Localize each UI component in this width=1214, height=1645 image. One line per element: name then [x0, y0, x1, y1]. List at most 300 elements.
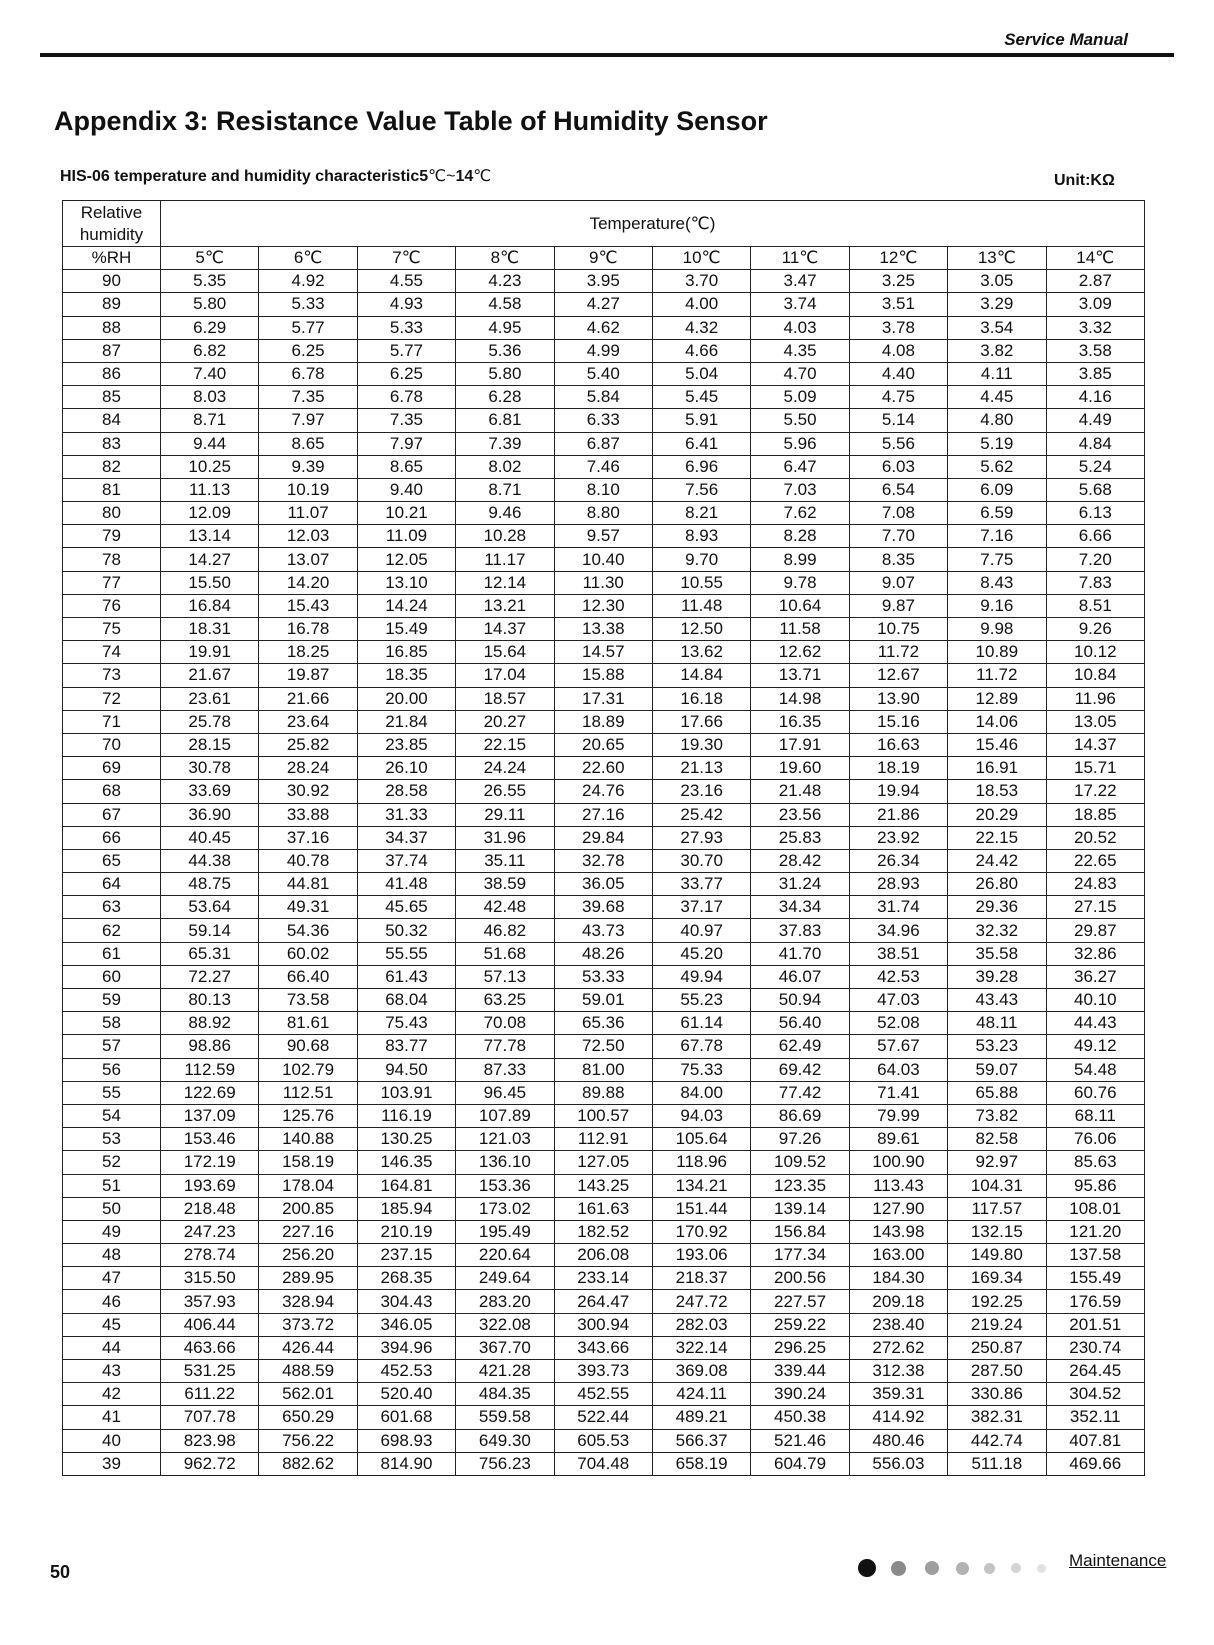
- rh-cell: 76: [63, 594, 161, 617]
- resistance-cell: 18.25: [259, 641, 357, 664]
- resistance-cell: 322.14: [652, 1336, 750, 1359]
- table-row: [63, 1197, 1145, 1220]
- resistance-cell: 81.61: [259, 1012, 357, 1035]
- resistance-cell: 346.05: [357, 1313, 455, 1336]
- resistance-cell: 25.42: [652, 803, 750, 826]
- resistance-cell: 48.11: [948, 1012, 1046, 1035]
- resistance-cell: 233.14: [554, 1267, 652, 1290]
- table-row: [63, 896, 1145, 919]
- resistance-cell: 34.96: [849, 919, 947, 942]
- resistance-cell: 4.16: [1046, 386, 1144, 409]
- resistance-cell: 14.84: [652, 664, 750, 687]
- table-row: [63, 1452, 1145, 1475]
- rh-cell: 50: [63, 1197, 161, 1220]
- resistance-cell: 151.44: [652, 1197, 750, 1220]
- table-row: [63, 687, 1145, 710]
- table-row: [63, 1290, 1145, 1313]
- resistance-cell: 21.86: [849, 803, 947, 826]
- resistance-cell: 29.36: [948, 896, 1046, 919]
- rh-cell: 40: [63, 1429, 161, 1452]
- resistance-cell: 10.75: [849, 618, 947, 641]
- resistance-cell: 3.95: [554, 270, 652, 293]
- resistance-cell: 73.82: [948, 1104, 1046, 1127]
- resistance-cell: 328.94: [259, 1290, 357, 1313]
- resistance-cell: 19.91: [161, 641, 259, 664]
- resistance-cell: 61.14: [652, 1012, 750, 1035]
- resistance-cell: 3.51: [849, 293, 947, 316]
- resistance-cell: 27.16: [554, 803, 652, 826]
- resistance-cell: 521.46: [751, 1429, 849, 1452]
- resistance-cell: 54.36: [259, 919, 357, 942]
- table-row: [63, 849, 1145, 872]
- resistance-cell: 484.35: [456, 1383, 554, 1406]
- rh-unit-header: %RH: [63, 247, 161, 270]
- resistance-cell: 6.54: [849, 478, 947, 501]
- resistance-cell: 5.14: [849, 409, 947, 432]
- resistance-cell: 113.43: [849, 1174, 947, 1197]
- resistance-cell: 452.55: [554, 1383, 652, 1406]
- rh-cell: 81: [63, 478, 161, 501]
- resistance-cell: 6.28: [456, 386, 554, 409]
- resistance-cell: 227.57: [751, 1290, 849, 1313]
- resistance-cell: 14.98: [751, 687, 849, 710]
- table-row: [63, 455, 1145, 478]
- resistance-cell: 25.78: [161, 710, 259, 733]
- resistance-cell: 22.65: [1046, 849, 1144, 872]
- resistance-cell: 32.78: [554, 849, 652, 872]
- resistance-cell: 5.80: [161, 293, 259, 316]
- resistance-cell: 59.01: [554, 989, 652, 1012]
- rh-cell: 79: [63, 525, 161, 548]
- resistance-cell: 4.75: [849, 386, 947, 409]
- resistance-cell: 814.90: [357, 1452, 455, 1475]
- resistance-cell: 3.54: [948, 316, 1046, 339]
- resistance-cell: 23.16: [652, 780, 750, 803]
- resistance-cell: 7.97: [357, 432, 455, 455]
- resistance-cell: 9.78: [751, 571, 849, 594]
- resistance-cell: 26.10: [357, 757, 455, 780]
- resistance-cell: 104.31: [948, 1174, 1046, 1197]
- resistance-cell: 21.13: [652, 757, 750, 780]
- resistance-cell: 17.22: [1046, 780, 1144, 803]
- column-header: 9℃: [554, 247, 652, 270]
- table-row: [63, 339, 1145, 362]
- rh-cell: 55: [63, 1081, 161, 1104]
- resistance-cell: 522.44: [554, 1406, 652, 1429]
- rh-cell: 64: [63, 873, 161, 896]
- resistance-cell: 7.08: [849, 502, 947, 525]
- table-row: [63, 1104, 1145, 1127]
- section-link-maintenance[interactable]: Maintenance: [1069, 1551, 1167, 1570]
- resistance-cell: 601.68: [357, 1406, 455, 1429]
- resistance-cell: 66.40: [259, 965, 357, 988]
- resistance-cell: 45.20: [652, 942, 750, 965]
- column-header: 12℃: [849, 247, 947, 270]
- resistance-cell: 62.49: [751, 1035, 849, 1058]
- resistance-cell: 7.40: [161, 362, 259, 385]
- resistance-cell: 256.20: [259, 1244, 357, 1267]
- resistance-cell: 103.91: [357, 1081, 455, 1104]
- resistance-cell: 6.25: [357, 362, 455, 385]
- table-row: [63, 525, 1145, 548]
- column-header: 11℃: [751, 247, 849, 270]
- resistance-cell: 658.19: [652, 1452, 750, 1475]
- resistance-cell: 130.25: [357, 1128, 455, 1151]
- table-row: [63, 478, 1145, 501]
- resistance-cell: 31.33: [357, 803, 455, 826]
- resistance-cell: 29.87: [1046, 919, 1144, 942]
- resistance-cell: 369.08: [652, 1360, 750, 1383]
- resistance-cell: 13.07: [259, 548, 357, 571]
- resistance-cell: 8.93: [652, 525, 750, 548]
- resistance-cell: 3.09: [1046, 293, 1144, 316]
- resistance-cell: 5.09: [751, 386, 849, 409]
- resistance-cell: 107.89: [456, 1104, 554, 1127]
- table-row: [63, 618, 1145, 641]
- resistance-cell: 153.36: [456, 1174, 554, 1197]
- resistance-cell: 426.44: [259, 1336, 357, 1359]
- resistance-cell: 357.93: [161, 1290, 259, 1313]
- resistance-cell: 80.13: [161, 989, 259, 1012]
- resistance-cell: 112.59: [161, 1058, 259, 1081]
- rh-cell: 60: [63, 965, 161, 988]
- resistance-cell: 75.33: [652, 1058, 750, 1081]
- resistance-cell: 15.43: [259, 594, 357, 617]
- resistance-cell: 41.48: [357, 873, 455, 896]
- resistance-cell: 68.04: [357, 989, 455, 1012]
- rh-cell: 69: [63, 757, 161, 780]
- resistance-cell: 227.16: [259, 1220, 357, 1243]
- resistance-cell: 40.97: [652, 919, 750, 942]
- resistance-cell: 4.95: [456, 316, 554, 339]
- resistance-cell: 173.02: [456, 1197, 554, 1220]
- resistance-cell: 15.50: [161, 571, 259, 594]
- rh-cell: 78: [63, 548, 161, 571]
- resistance-cell: 19.94: [849, 780, 947, 803]
- resistance-cell: 5.36: [456, 339, 554, 362]
- resistance-cell: 8.10: [554, 478, 652, 501]
- resistance-cell: 707.78: [161, 1406, 259, 1429]
- resistance-cell: 373.72: [259, 1313, 357, 1336]
- column-header: 13℃: [948, 247, 1046, 270]
- resistance-cell: 64.03: [849, 1058, 947, 1081]
- resistance-cell: 9.57: [554, 525, 652, 548]
- resistance-cell: 210.19: [357, 1220, 455, 1243]
- resistance-cell: 206.08: [554, 1244, 652, 1267]
- resistance-cell: 155.49: [1046, 1267, 1144, 1290]
- resistance-cell: 7.20: [1046, 548, 1144, 571]
- resistance-cell: 105.64: [652, 1128, 750, 1151]
- table-row: [63, 594, 1145, 617]
- resistance-cell: 556.03: [849, 1452, 947, 1475]
- resistance-cell: 287.50: [948, 1360, 1046, 1383]
- column-header-row: [63, 247, 1145, 270]
- resistance-cell: 172.19: [161, 1151, 259, 1174]
- resistance-cell: 16.35: [751, 710, 849, 733]
- table-row: [63, 1081, 1145, 1104]
- table-row: [63, 1220, 1145, 1243]
- resistance-cell: 249.64: [456, 1267, 554, 1290]
- resistance-cell: 15.71: [1046, 757, 1144, 780]
- resistance-cell: 5.80: [456, 362, 554, 385]
- resistance-cell: 59.14: [161, 919, 259, 942]
- resistance-cell: 559.58: [456, 1406, 554, 1429]
- resistance-cell: 201.51: [1046, 1313, 1144, 1336]
- resistance-cell: 5.33: [259, 293, 357, 316]
- resistance-cell: 37.17: [652, 896, 750, 919]
- resistance-cell: 118.96: [652, 1151, 750, 1174]
- resistance-cell: 6.78: [259, 362, 357, 385]
- resistance-cell: 156.84: [751, 1220, 849, 1243]
- resistance-cell: 278.74: [161, 1244, 259, 1267]
- resistance-cell: 139.14: [751, 1197, 849, 1220]
- resistance-cell: 40.45: [161, 826, 259, 849]
- resistance-cell: 143.25: [554, 1174, 652, 1197]
- resistance-cell: 30.78: [161, 757, 259, 780]
- resistance-cell: 6.82: [161, 339, 259, 362]
- rh-cell: 56: [63, 1058, 161, 1081]
- resistance-cell: 304.43: [357, 1290, 455, 1313]
- resistance-cell: 87.33: [456, 1058, 554, 1081]
- resistance-cell: 28.58: [357, 780, 455, 803]
- resistance-cell: 289.95: [259, 1267, 357, 1290]
- resistance-cell: 77.42: [751, 1081, 849, 1104]
- resistance-cell: 9.39: [259, 455, 357, 478]
- resistance-cell: 75.43: [357, 1012, 455, 1035]
- resistance-cell: 450.38: [751, 1406, 849, 1429]
- resistance-cell: 882.62: [259, 1452, 357, 1475]
- resistance-cell: 442.74: [948, 1429, 1046, 1452]
- resistance-cell: 352.11: [1046, 1406, 1144, 1429]
- resistance-cell: 343.66: [554, 1336, 652, 1359]
- page-number: 50: [50, 1562, 71, 1582]
- table-row: [63, 548, 1145, 571]
- resistance-cell: 82.58: [948, 1128, 1046, 1151]
- resistance-cell: 219.24: [948, 1313, 1046, 1336]
- resistance-cell: 21.67: [161, 664, 259, 687]
- resistance-cell: 161.63: [554, 1197, 652, 1220]
- rh-cell: 86: [63, 362, 161, 385]
- rh-cell: 45: [63, 1313, 161, 1336]
- resistance-cell: 312.38: [849, 1360, 947, 1383]
- resistance-cell: 4.80: [948, 409, 1046, 432]
- table-row: [63, 1174, 1145, 1197]
- rh-cell: 41: [63, 1406, 161, 1429]
- resistance-cell: 37.74: [357, 849, 455, 872]
- resistance-cell: 69.42: [751, 1058, 849, 1081]
- resistance-cell: 41.70: [751, 942, 849, 965]
- resistance-cell: 21.66: [259, 687, 357, 710]
- resistance-cell: 92.97: [948, 1151, 1046, 1174]
- resistance-cell: 20.65: [554, 733, 652, 756]
- resistance-cell: 359.31: [849, 1383, 947, 1406]
- resistance-cell: 12.62: [751, 641, 849, 664]
- rh-cell: 39: [63, 1452, 161, 1475]
- table-row: [63, 641, 1145, 664]
- resistance-cell: 100.57: [554, 1104, 652, 1127]
- subtitle-range-unit: ℃: [473, 168, 492, 185]
- resistance-cell: 8.35: [849, 548, 947, 571]
- rh-cell: 44: [63, 1336, 161, 1359]
- resistance-cell: 6.78: [357, 386, 455, 409]
- resistance-cell: 7.35: [259, 386, 357, 409]
- resistance-cell: 3.25: [849, 270, 947, 293]
- resistance-cell: 117.57: [948, 1197, 1046, 1220]
- resistance-cell: 13.71: [751, 664, 849, 687]
- resistance-cell: 27.15: [1046, 896, 1144, 919]
- resistance-cell: 282.03: [652, 1313, 750, 1336]
- resistance-cell: 11.17: [456, 548, 554, 571]
- resistance-cell: 19.87: [259, 664, 357, 687]
- resistance-cell: 59.07: [948, 1058, 1046, 1081]
- resistance-cell: 18.85: [1046, 803, 1144, 826]
- resistance-cell: 10.19: [259, 478, 357, 501]
- resistance-cell: 21.48: [751, 780, 849, 803]
- resistance-cell: 3.29: [948, 293, 1046, 316]
- resistance-cell: 13.10: [357, 571, 455, 594]
- resistance-cell: 9.87: [849, 594, 947, 617]
- resistance-cell: 15.88: [554, 664, 652, 687]
- resistance-cell: 4.11: [948, 362, 1046, 385]
- rh-cell: 42: [63, 1383, 161, 1406]
- resistance-cell: 3.78: [849, 316, 947, 339]
- resistance-cell: 25.82: [259, 733, 357, 756]
- resistance-cell: 26.34: [849, 849, 947, 872]
- resistance-cell: 10.28: [456, 525, 554, 548]
- resistance-cell: 89.61: [849, 1128, 947, 1151]
- resistance-cell: 823.98: [161, 1429, 259, 1452]
- resistance-cell: 52.08: [849, 1012, 947, 1035]
- resistance-cell: 421.28: [456, 1360, 554, 1383]
- resistance-cell: 72.50: [554, 1035, 652, 1058]
- resistance-cell: 19.60: [751, 757, 849, 780]
- resistance-cell: 34.37: [357, 826, 455, 849]
- resistance-cell: 20.52: [1046, 826, 1144, 849]
- resistance-cell: 264.45: [1046, 1360, 1144, 1383]
- resistance-cell: 283.20: [456, 1290, 554, 1313]
- resistance-cell: 37.83: [751, 919, 849, 942]
- resistance-cell: 125.76: [259, 1104, 357, 1127]
- progress-dot: [984, 1563, 995, 1574]
- resistance-cell: 12.50: [652, 618, 750, 641]
- table-row: [63, 1012, 1145, 1035]
- resistance-cell: 24.83: [1046, 873, 1144, 896]
- resistance-cell: 390.24: [751, 1383, 849, 1406]
- resistance-cell: 23.61: [161, 687, 259, 710]
- resistance-cell: 6.66: [1046, 525, 1144, 548]
- resistance-cell: 14.37: [456, 618, 554, 641]
- header-label: Service Manual: [1004, 30, 1128, 49]
- resistance-cell: 8.03: [161, 386, 259, 409]
- resistance-cell: 60.02: [259, 942, 357, 965]
- resistance-cell: 14.20: [259, 571, 357, 594]
- resistance-cell: 23.64: [259, 710, 357, 733]
- table-header-row: [63, 201, 1145, 247]
- resistance-cell: 10.89: [948, 641, 1046, 664]
- resistance-cell: 40.10: [1046, 989, 1144, 1012]
- resistance-cell: 31.74: [849, 896, 947, 919]
- resistance-cell: 12.89: [948, 687, 1046, 710]
- resistance-cell: 6.47: [751, 455, 849, 478]
- resistance-cell: 22.15: [948, 826, 1046, 849]
- rh-cell: 62: [63, 919, 161, 942]
- resistance-cell: 12.05: [357, 548, 455, 571]
- subtitle-range-to: 14: [455, 168, 474, 185]
- resistance-cell: 11.09: [357, 525, 455, 548]
- resistance-cell: 5.50: [751, 409, 849, 432]
- table-row: [63, 1128, 1145, 1151]
- resistance-cell: 33.69: [161, 780, 259, 803]
- resistance-cell: 4.58: [456, 293, 554, 316]
- resistance-cell: 367.70: [456, 1336, 554, 1359]
- rh-cell: 89: [63, 293, 161, 316]
- resistance-cell: 137.58: [1046, 1244, 1144, 1267]
- resistance-cell: 44.38: [161, 849, 259, 872]
- resistance-cell: 5.35: [161, 270, 259, 293]
- resistance-cell: 10.64: [751, 594, 849, 617]
- resistance-cell: 68.11: [1046, 1104, 1144, 1127]
- resistance-cell: 63.25: [456, 989, 554, 1012]
- resistance-cell: 65.36: [554, 1012, 652, 1035]
- table-row: [63, 432, 1145, 455]
- resistance-cell: 11.96: [1046, 687, 1144, 710]
- resistance-cell: 15.16: [849, 710, 947, 733]
- column-header: 14℃: [1046, 247, 1144, 270]
- progress-dot: [925, 1561, 939, 1575]
- resistance-cell: 7.70: [849, 525, 947, 548]
- resistance-cell: 7.39: [456, 432, 554, 455]
- resistance-cell: 5.77: [357, 339, 455, 362]
- resistance-cell: 463.66: [161, 1336, 259, 1359]
- resistance-cell: 21.84: [357, 710, 455, 733]
- resistance-cell: 134.21: [652, 1174, 750, 1197]
- resistance-cell: 4.93: [357, 293, 455, 316]
- resistance-cell: 121.03: [456, 1128, 554, 1151]
- resistance-cell: 49.94: [652, 965, 750, 988]
- resistance-cell: 146.35: [357, 1151, 455, 1174]
- table-subtitle: [60, 166, 491, 186]
- resistance-cell: 28.93: [849, 873, 947, 896]
- resistance-cell: 16.78: [259, 618, 357, 641]
- resistance-cell: 44.81: [259, 873, 357, 896]
- rh-cell: 53: [63, 1128, 161, 1151]
- resistance-cell: 24.42: [948, 849, 1046, 872]
- resistance-cell: 13.14: [161, 525, 259, 548]
- resistance-cell: 88.92: [161, 1012, 259, 1035]
- resistance-cell: 18.89: [554, 710, 652, 733]
- resistance-cell: 83.77: [357, 1035, 455, 1058]
- resistance-cell: 47.03: [849, 989, 947, 1012]
- resistance-cell: 250.87: [948, 1336, 1046, 1359]
- resistance-cell: 35.11: [456, 849, 554, 872]
- table-row: [63, 1429, 1145, 1452]
- resistance-cell: 13.05: [1046, 710, 1144, 733]
- resistance-cell: 71.41: [849, 1081, 947, 1104]
- resistance-cell: 18.57: [456, 687, 554, 710]
- resistance-cell: 5.24: [1046, 455, 1144, 478]
- resistance-cell: 136.10: [456, 1151, 554, 1174]
- rh-cell: 67: [63, 803, 161, 826]
- rh-cell: 82: [63, 455, 161, 478]
- resistance-cell: 44.43: [1046, 1012, 1144, 1035]
- column-header: 10℃: [652, 247, 750, 270]
- resistance-cell: 15.64: [456, 641, 554, 664]
- resistance-cell: 32.32: [948, 919, 1046, 942]
- resistance-cell: 756.22: [259, 1429, 357, 1452]
- resistance-cell: 452.53: [357, 1360, 455, 1383]
- resistance-cell: 42.48: [456, 896, 554, 919]
- resistance-cell: 8.80: [554, 502, 652, 525]
